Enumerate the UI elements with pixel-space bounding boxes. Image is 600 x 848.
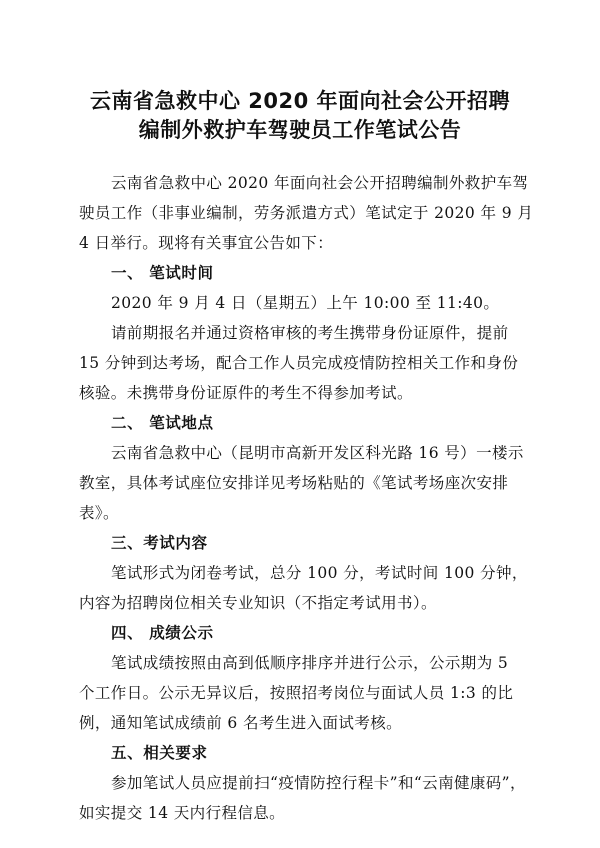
section-heading: 一、 笔试时间 — [111, 264, 214, 282]
body-line: 15 分钟到达考场，配合工作人员完成疫情防控相关工作和身份 — [79, 354, 519, 372]
body-line: 参加笔试人员应提前扫“疫情防控行程卡”和“云南健康码”， — [111, 774, 526, 792]
body-line: 个工作日。公示无异议后，按照招考岗位与面试人员 1:3 的比 — [79, 684, 514, 702]
body-line: 教室，具体考试座位安排详见考场粘贴的《笔试考场座次安排 — [79, 474, 509, 492]
body-line: 表》。 — [79, 504, 119, 522]
body-line: 2020 年 9 月 4 日（星期五）上午 10:00 至 11:40。 — [111, 294, 500, 312]
body-line: 如实提交 14 天内行程信息。 — [79, 804, 286, 822]
body-line: 请前期报名并通过资格审核的考生携带身份证原件，提前 — [111, 324, 509, 342]
body-line: 云南省急救中心（昆明市高新开发区科光路 16 号）一楼示 — [111, 444, 524, 462]
section-heading: 五、相关要求 — [111, 744, 208, 762]
body-line: 内容为招聘岗位相关专业知识（不指定考试用书）。 — [79, 594, 437, 612]
body-line: 例，通知笔试成绩前 6 名考生进入面试考核。 — [79, 714, 403, 732]
document-title-line-1: 云南省急救中心 2020 年面向社会公开招聘 — [89, 89, 511, 113]
body-line: 笔试成绩按照由高到低顺序排序并进行公示，公示期为 5 — [111, 654, 509, 672]
document-title-line-2: 编制外救护车驾驶员工作笔试公告 — [138, 118, 462, 142]
body-line: 笔试形式为闭卷考试，总分 100 分，考试时间 100 分钟， — [111, 564, 528, 582]
intro-line: 云南省急救中心 2020 年面向社会公开招聘编制外救护车驾 — [111, 174, 529, 192]
intro-line: 驶员工作（非事业编制，劳务派遣方式）笔试定于 2020 年 9 月 — [79, 204, 534, 222]
section-heading: 二、 笔试地点 — [111, 414, 214, 432]
body-line: 核验。未携带身份证原件的考生不得参加考试。 — [79, 384, 413, 402]
section-heading: 三、考试内容 — [111, 534, 208, 552]
section-heading: 四、 成绩公示 — [111, 624, 214, 642]
intro-line: 4 日举行。现将有关事宜公告如下： — [79, 234, 334, 252]
